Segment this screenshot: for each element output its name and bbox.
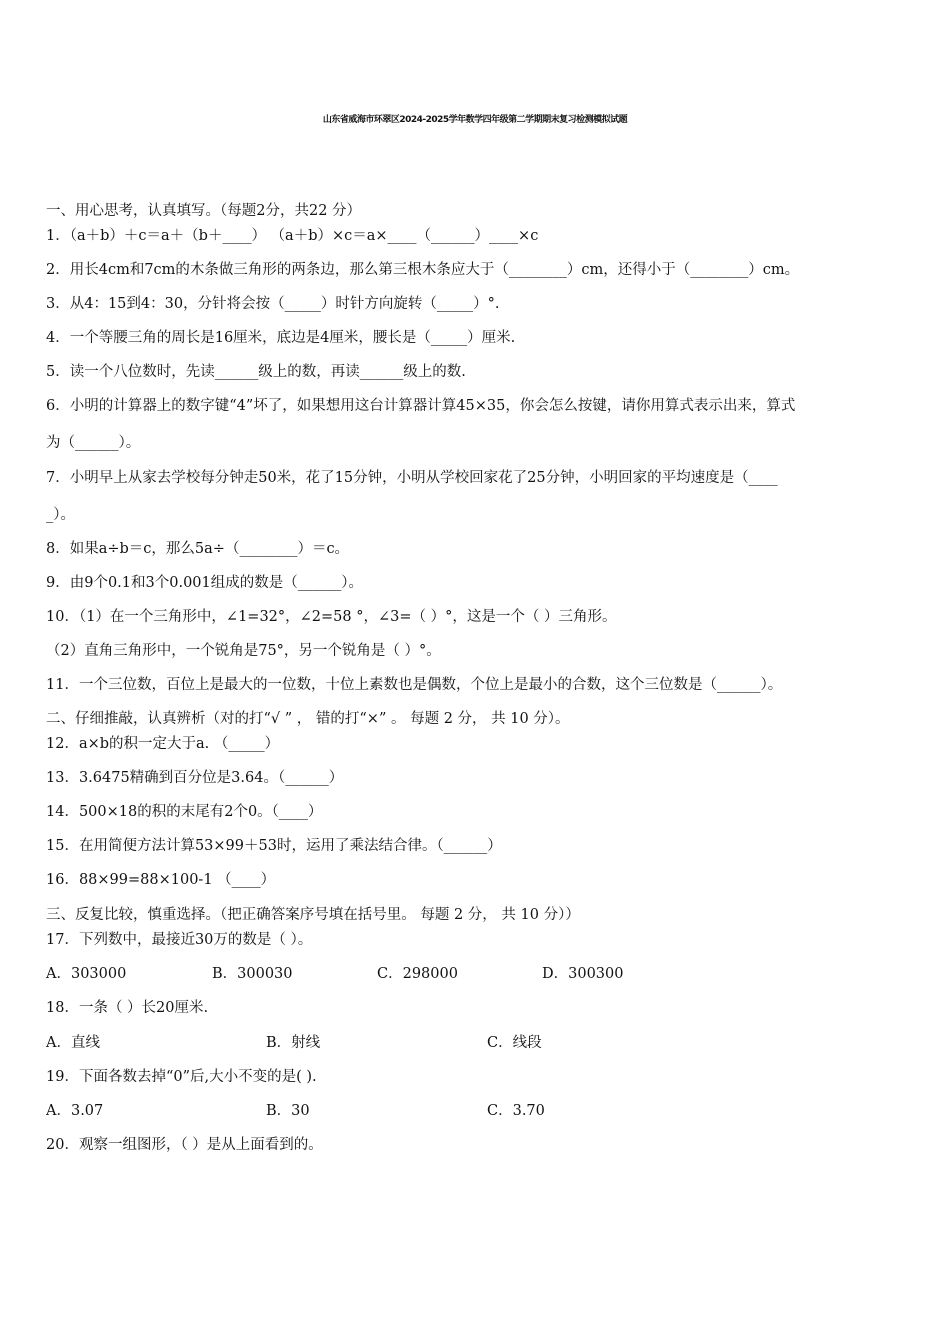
question-1: 1．（a＋b）＋c＝a＋（b＋____） （a＋b）×c＝a×____（______）____×c xyxy=(46,228,539,244)
question-12: 12．a×b的积一定大于a. （_____） xyxy=(46,736,280,752)
question-19: 19．下面各数去掉“0”后,大小不变的是( ). xyxy=(46,1069,317,1085)
question-16: 16．88×99=88×100-1 （____） xyxy=(46,872,276,888)
question-7-line-2: _）。 xyxy=(46,507,75,523)
q18-option-b: B．射线 xyxy=(266,1035,321,1051)
question-15: 15．在用简便方法计算53×99＋53时，运用了乘法结合律。（______） xyxy=(46,838,502,854)
question-10-part-2: （2）直角三角形中，一个锐角是75°，另一个锐角是（ ）°。 xyxy=(46,643,441,659)
question-18: 18．一条（ ）长20厘米. xyxy=(46,1000,209,1016)
q18-option-c: C．线段 xyxy=(487,1035,542,1051)
question-11: 11．一个三位数，百位上是最大的一位数，十位上素数也是偶数，个位上是最小的合数，这个三位数是（______）。 xyxy=(46,677,783,693)
question-13: 13．3.6475精确到百分位是3.64。（______） xyxy=(46,770,344,786)
question-4: 4．一个等腰三角的周长是16厘米，底边是4厘米，腰长是（_____）厘米. xyxy=(46,330,516,346)
question-20: 20．观察一组图形，（ ）是从上面看到的。 xyxy=(46,1137,323,1153)
question-10-part-1: 10．（1）在一个三角形中，∠1=32°，∠2=58 °，∠3=（ ）°，这是一个（ ）三角形。 xyxy=(46,609,617,625)
q19-option-c: C．3.70 xyxy=(487,1103,545,1119)
q19-option-a: A．3.07 xyxy=(46,1103,104,1119)
q17-option-c: C．298000 xyxy=(377,966,458,982)
question-7-line-1: 7．小明早上从家去学校每分钟走50米，花了15分钟，小明从学校回家花了25分钟，小明回家的平均速度是（____ xyxy=(46,470,778,486)
q17-option-a: A．303000 xyxy=(46,966,127,982)
q19-option-b: B．30 xyxy=(266,1103,310,1119)
section1-heading: 一、用心思考，认真填写。（每题2分，共22 分） xyxy=(46,203,362,219)
q17-option-d: D．300300 xyxy=(542,966,624,982)
question-5: 5．读一个八位数时，先读______级上的数，再读______级上的数. xyxy=(46,364,466,380)
question-9: 9．由9个0.1和3个0.001组成的数是（______）。 xyxy=(46,575,363,591)
question-14: 14．500×18的积的末尾有2个0。（____） xyxy=(46,804,323,820)
q18-option-a: A．直线 xyxy=(46,1035,100,1051)
page-title: 山东省威海市环翠区2024-2025学年数学四年级第二学期期末复习检测模拟试题 xyxy=(322,115,628,125)
question-6-line-2: 为（______）。 xyxy=(46,435,141,451)
question-6-line-1: 6．小明的计算器上的数字键“4”坏了，如果想用这台计算器计算45×35，你会怎么按键，请你用算式表示出来，算式 xyxy=(46,398,796,414)
section3-heading: 三、反复比较，慎重选择。（把正确答案序号填在括号里。 每题 2 分， 共 10 分）） xyxy=(46,907,580,923)
q17-option-b: B．300030 xyxy=(212,966,293,982)
question-3: 3．从4：15到4：30，分针将会按（_____）时针方向旋转（_____）°. xyxy=(46,296,500,312)
question-2: 2．用长4cm和7cm的木条做三角形的两条边，那么第三根木条应大于（________）cm，还得小于（________）cm。 xyxy=(46,262,800,278)
question-17: 17．下列数中，最接近30万的数是（ ）。 xyxy=(46,932,313,948)
section2-heading: 二、仔细推敲，认真辨析（对的打“√ ” ， 错的打“×” 。 每题 2 分， 共 10 分）。 xyxy=(46,711,570,727)
question-8: 8．如果a÷b＝c，那么5a÷（________）＝c。 xyxy=(46,541,350,557)
